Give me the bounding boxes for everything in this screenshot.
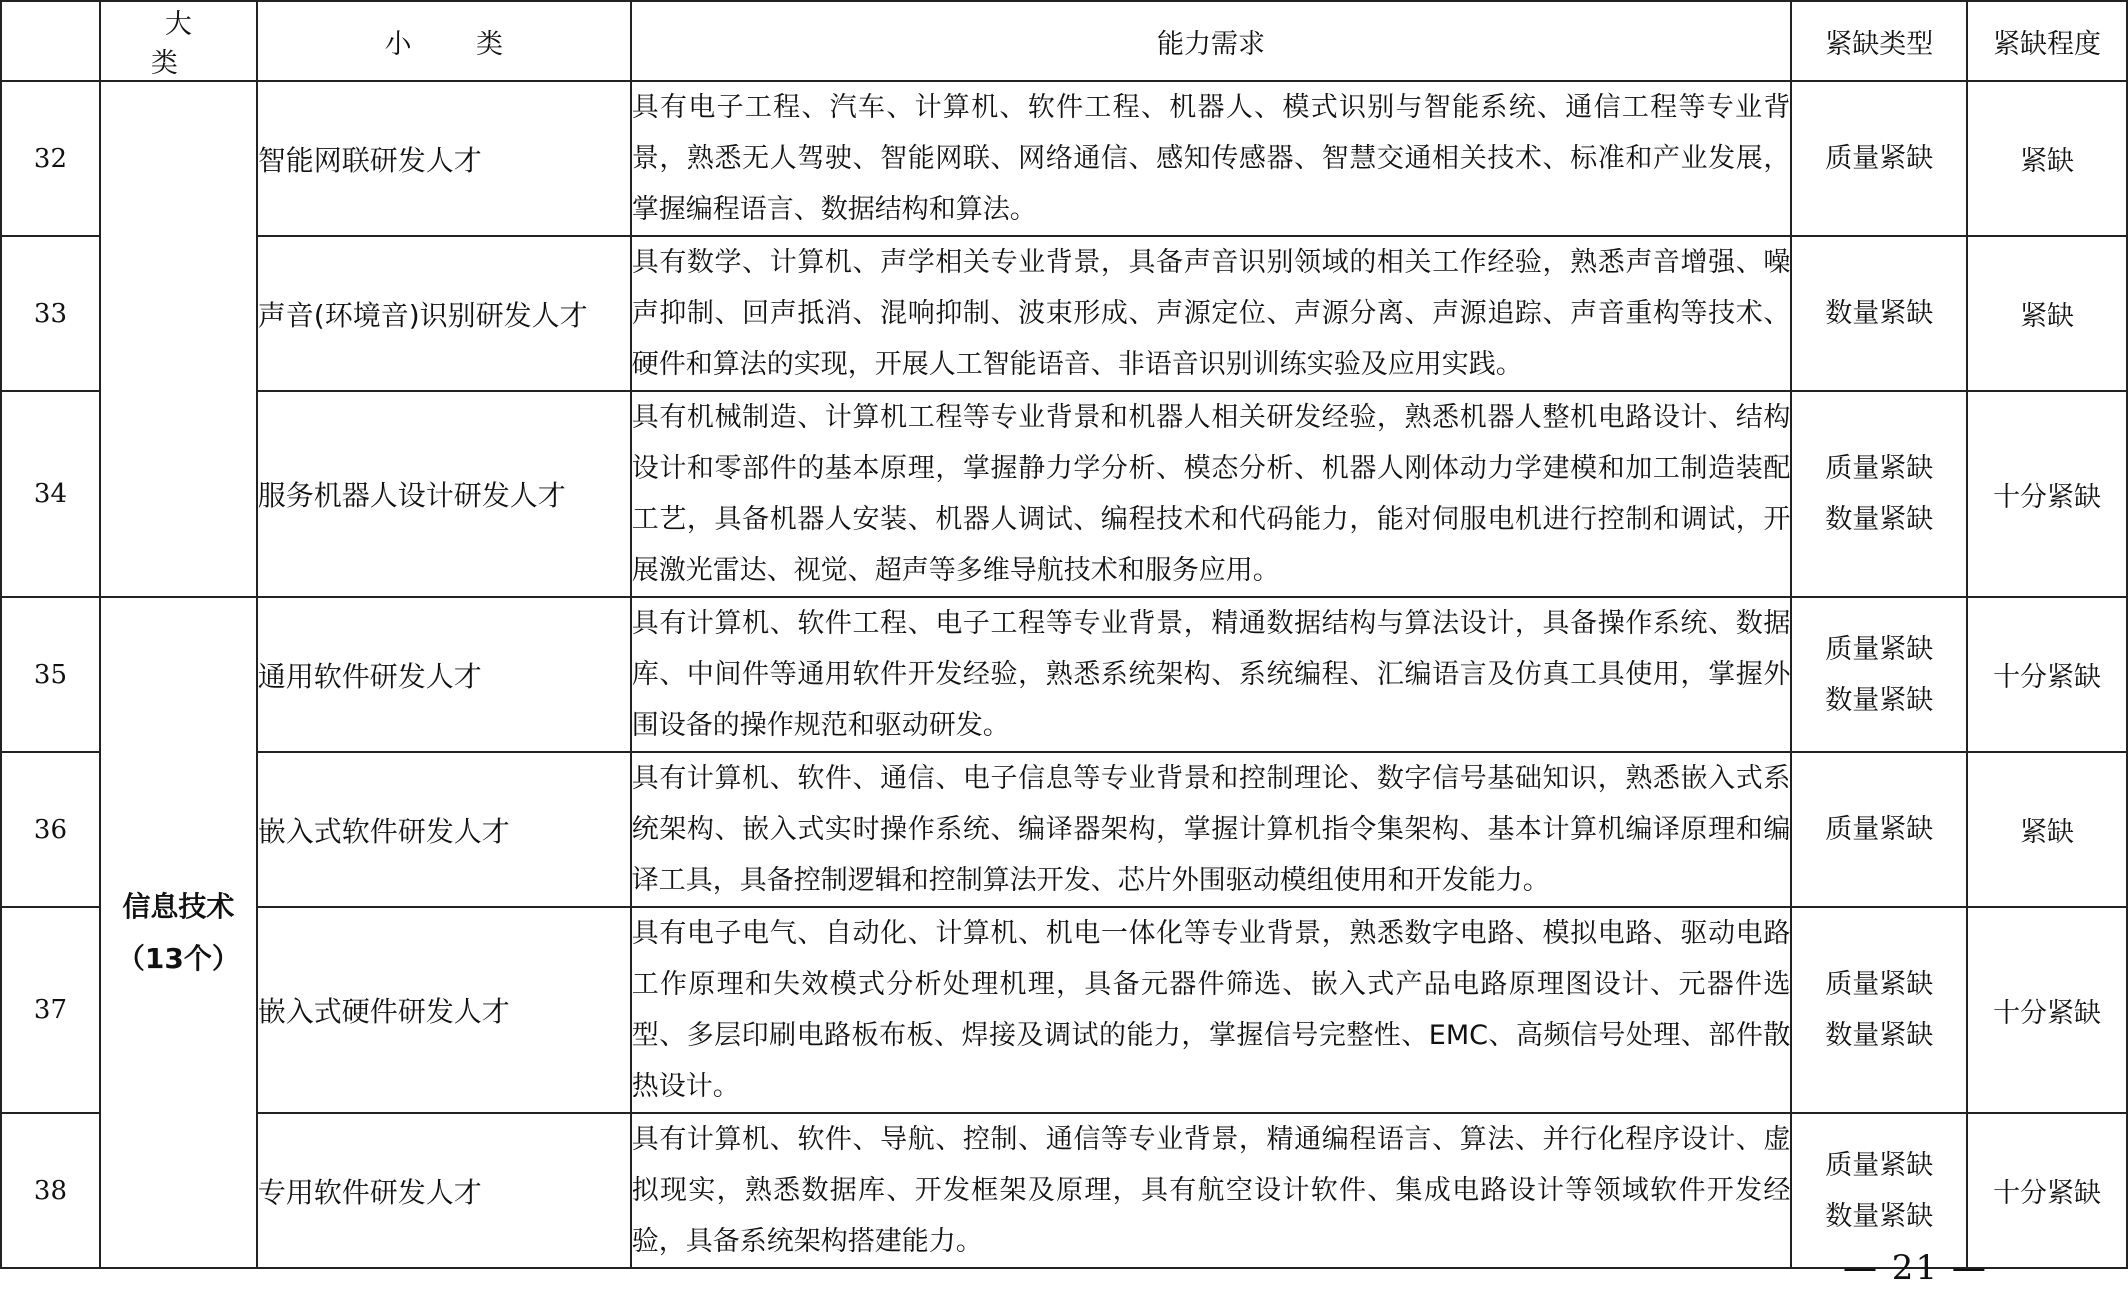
row-index: 33 [1, 236, 100, 391]
row-shortage-type [1791, 1113, 1967, 1268]
row-shortage-type [1791, 597, 1967, 752]
row-subcategory: 专用软件研发人才 [257, 1113, 631, 1268]
category-cell-first [100, 81, 257, 597]
page-number: — 21 — [1843, 1248, 1988, 1288]
shortage-type-label: 数量紧缺 [1825, 1200, 1934, 1232]
row-index: 36 [1, 752, 100, 907]
table-row [1, 752, 2127, 907]
shortage-type-label: 质量紧缺 [1825, 453, 1934, 484]
header-requirements: 能力需求 [631, 1, 1792, 81]
header-index [1, 1, 100, 81]
row-shortage-level: 十分紧缺 [1967, 907, 2127, 1113]
table-row [1, 907, 2127, 1113]
row-shortage-level: 紧缺 [1967, 236, 2127, 391]
shortage-type-label: 数量紧缺 [1825, 298, 1934, 329]
table-row [1, 597, 2127, 752]
table-row [1, 81, 2127, 236]
shortage-type-label: 质量紧缺 [1825, 814, 1934, 845]
row-subcategory: 服务机器人设计研发人才 [257, 391, 631, 597]
category-label: 信息技术 [122, 889, 235, 923]
shortage-type-label: 数量紧缺 [1825, 1020, 1934, 1051]
row-requirement: 具有机械制造、计算机工程等专业背景和机器人相关研发经验，熟悉机器人整机电路设计、结构设计和零部件的基本原理，掌握静力学分析、模态分析、机器人刚体动力学建模和加工制造装配工艺，具备机器人安装、机器人调试、编程技术和代码能力，能对伺服电机进行控制和调试，开展激光雷达、视觉、超声等多维导航技术和服务应用。 [631, 391, 1792, 597]
row-requirement: 具有数学、计算机、声学相关专业背景，具备声音识别领域的相关工作经验，熟悉声音增强、噪声抑制、回声抵消、混响抑制、波束形成、声源定位、声源分离、声源追踪、声音重构等技术、硬件和算法的实现，开展人工智能语音、非语音识别训练实验及应用实践。 [631, 236, 1792, 391]
row-shortage-type [1791, 391, 1967, 597]
table-header-row [1, 1, 2127, 81]
table-row [1, 391, 2127, 597]
shortage-type-label: 质量紧缺 [1825, 143, 1934, 174]
table-row [1, 1113, 2127, 1268]
row-requirement: 具有计算机、软件工程、电子工程等专业背景，精通数据结构与算法设计，具备操作系统、数据库、中间件等通用软件开发经验，熟悉系统架构、系统编程、汇编语言及仿真工具使用，掌握外围设备的操作规范和驱动研发。 [631, 597, 1792, 752]
row-shortage-type [1791, 81, 1967, 236]
row-subcategory: 嵌入式软件研发人才 [257, 752, 631, 907]
row-requirement: 具有电子电气、自动化、计算机、机电一体化等专业背景，熟悉数字电路、模拟电路、驱动电路工作原理和失效模式分析处理机理，具备元器件筛选、嵌入式产品电路原理图设计、元器件选型、多层印刷电路板布板、焊接及调试的能力，掌握信号完整性、EMC、高频信号处理、部件散热设计。 [631, 907, 1792, 1113]
shortage-type-label: 数量紧缺 [1825, 684, 1934, 716]
row-requirement: 具有计算机、软件、导航、控制、通信等专业背景，精通编程语言、算法、并行化程序设计、虚拟现实，熟悉数据库、开发框架及原理，具有航空设计软件、集成电路设计等领域软件开发经验，具备系统架构搭建能力。 [631, 1113, 1792, 1268]
header-subcategory: 小 类 [257, 1, 631, 81]
header-shortage-level: 紧缺程度 [1967, 1, 2127, 81]
shortage-type-label: 数量紧缺 [1825, 504, 1934, 535]
row-shortage-type [1791, 752, 1967, 907]
row-shortage-level: 十分紧缺 [1967, 597, 2127, 752]
row-shortage-type [1791, 907, 1967, 1113]
table-row [1, 236, 2127, 391]
shortage-type-label: 质量紧缺 [1825, 633, 1934, 665]
category-cell-info-tech [100, 597, 257, 1268]
row-index: 34 [1, 391, 100, 597]
row-subcategory: 智能网联研发人才 [257, 81, 631, 236]
row-shortage-level: 十分紧缺 [1967, 1113, 2127, 1268]
row-shortage-level: 紧缺 [1967, 752, 2127, 907]
shortage-type-label: 质量紧缺 [1825, 1149, 1934, 1181]
header-shortage-type: 紧缺类型 [1791, 1, 1967, 81]
row-subcategory: 通用软件研发人才 [257, 597, 631, 752]
row-requirement: 具有计算机、软件、通信、电子信息等专业背景和控制理论、数字信号基础知识，熟悉嵌入式系统架构、嵌入式实时操作系统、编译器架构，掌握计算机指令集架构、基本计算机编译原理和编译工具，具备控制逻辑和控制算法开发、芯片外围驱动模组使用和开发能力。 [631, 752, 1792, 907]
row-index: 37 [1, 907, 100, 1113]
category-count: （13个） [116, 941, 240, 975]
row-index: 32 [1, 81, 100, 236]
row-index: 38 [1, 1113, 100, 1268]
row-subcategory: 嵌入式硬件研发人才 [257, 907, 631, 1113]
shortage-type-label: 质量紧缺 [1825, 969, 1934, 1000]
row-shortage-type [1791, 236, 1967, 391]
row-shortage-level: 紧缺 [1967, 81, 2127, 236]
row-subcategory: 声音(环境音)识别研发人才 [257, 236, 631, 391]
row-shortage-level: 十分紧缺 [1967, 391, 2127, 597]
row-requirement: 具有电子工程、汽车、计算机、软件工程、机器人、模式识别与智能系统、通信工程等专业背景，熟悉无人驾驶、智能网联、网络通信、感知传感器、智慧交通相关技术、标准和产业发展，掌握编程语言、数据结构和算法。 [631, 81, 1792, 236]
header-category: 大 类 [100, 1, 257, 81]
row-index: 35 [1, 597, 100, 752]
